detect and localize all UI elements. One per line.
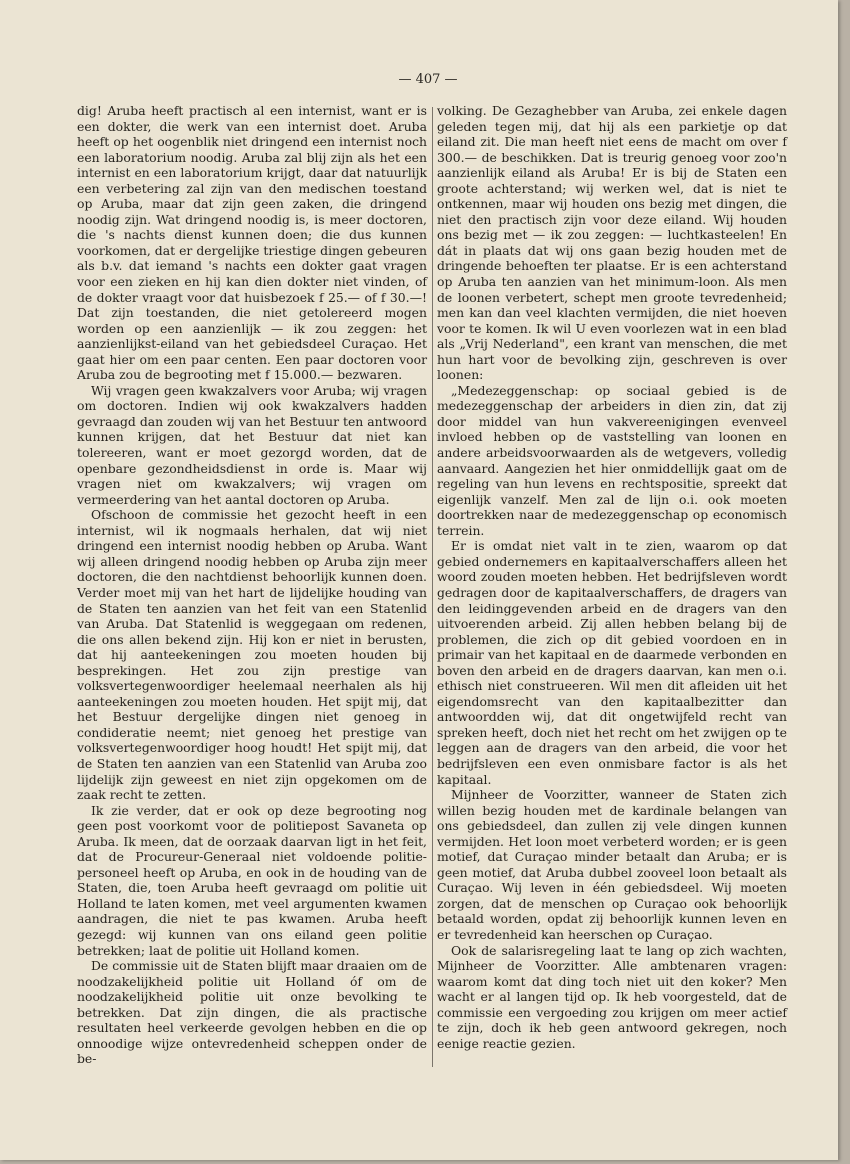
paragraph: dig! Aruba heeft practisch al een internist, want er is een dokter, die werk van een internist doet. Aruba heeft op het oogenblik niet dringend een internist noch een laboratorium noodig. Aruba zal blij zijn als het een internist en een laboratorium krijgt, daar dat natuurlijk een verbetering zal zijn van den medischen toestand op Aruba, maar dat zijn geen zaken, die dringend noodig zijn. Wat dringend noodig is, is meer doctoren, die 's nachts dienst kunnen doen; die dus kunnen voorkomen, dat er dergelijke triestige dingen gebeuren als b.v. dat iemand 's nachts een dokter gaat vragen voor een zieken en hij kan dien dokter niet vinden, of de dokter vraagt voor dat huisbezoek f 25.— of f 30.—! Dat zijn toestanden, die niet getolereerd mogen worden op een aanzienlijk — ik zou zeggen: het aanzienlijkst-eiland van het gebiedsdeel Curaçao. Het gaat hier om een paar centen. Een paar doctoren voor Aruba zou de begrooting met f 15.000.— bezwaren. bbox=[77, 103, 427, 383]
quote-paragraph: Er is omdat niet valt in te zien, waarom op dat gebied ondernemers en kapitaalverschaffers alleen het woord zouden moeten hebben. Het bedrijfsleven wordt gedragen door de kapitaalverschaffers, de dragers van den leidinggevenden arbeid en de dragers van den uitvoerenden arbeid. Zij allen hebben belang bij de problemen, die zich op dit gebied voordoen en in primair van het kapitaal en de daarmede verbonden en boven den arbeid en de dragers daarvan, kan men o.i. ethisch niet construeeren. Wil men dit afleiden uit het eigendomsrecht van den kapitaalbezitter dan antwoordden wij, dat dit ongetwijfeld recht van spreken heeft, doch niet het recht om het zwijgen op te leggen aan de dragers van den arbeid, die voor het bedrijfsleven een even onmisbare factor is als het kapitaal. bbox=[437, 538, 787, 787]
page-number: — 407 — bbox=[398, 72, 458, 87]
paragraph: Wij vragen geen kwakzalvers voor Aruba; wij vragen om doctoren. Indien wij ook kwakzalvers hadden gevraagd dan zouden wij van het Bestuur ten antwoord kunnen krijgen, dat het Bestuur dat niet kan tolereeren, want er moet gezorgd worden, dat de openbare gezondheidsdienst in orde is. Maar wij vragen niet om kwakzalvers; wij vragen om vermeerdering van het aantal doctoren op Aruba. bbox=[77, 382, 427, 507]
right-column bbox=[437, 103, 787, 1067]
paragraph: Mijnheer de Voorzitter, wanneer de Staten zich willen bezig houden met de kardinale belangen van ons gebiedsdeel, dan zullen zij vele dingen kunnen vermijden. Het loon moet verbeterd worden; er is geen motief, dat Curaçao minder betaalt dan Aruba; er is geen motief, dat Aruba dubbel zooveel loon betaalt als Curaçao. Wij leven in één gebiedsdeel. Wij moeten zorgen, dat de menschen op Curaçao ook behoorlijk betaald worden, opdat zij behoorlijk kunnen leven en er tevredenheid kan heerschen op Curaçao. bbox=[437, 787, 787, 942]
quote-paragraph: „Medezeggenschap: op sociaal gebied is de medezeggenschap der arbeiders in dien zin, dat zij door middel van hun vakvereenigingen evenveel invloed hebben op de vaststelling van loonen en andere arbeidsvoorwaarden als de wetgevers, volledig aanvaard. Aangezien het hier onmiddellijk gaat om de regeling van hun levens en rechtspositie, spreekt dat eigenlijk vanzelf. Men zal de lijn o.i. ook moeten doortrekken naar de medezeggenschap op economisch terrein. bbox=[437, 382, 787, 538]
text-columns bbox=[77, 103, 787, 1067]
paragraph: volking. De Gezaghebber van Aruba, zei enkele dagen geleden tegen mij, dat hij als een parkietje op dat eiland zit. Die man heeft niet eens de macht om over f 300.— de beschikken. Dat is treurig genoeg voor zoo'n aanzienlijk eiland als Aruba! Er is bij de Staten een groote achterstand; wij werken wel, dat is niet te ontkennen, maar wij houden ons bezig met dingen, die niet den practisch zijn voor deze eiland. Wij houden ons bezig met — ik zou zeggen: — luchtkasteelen! En dát in plaats dat wij ons gaan bezig houden met de dringende behoeften ter plaatse. Er is een achterstand op Aruba ten aanzien van het minimum-loon. Als men de loonen verbetert, schept men groote tevredenheid; men kan dan veel klachten vermijden, die niet hoeven voor te komen. Ik wil U even voorlezen wat in een blad als „Vrij Nederland", een krant van menschen, die met hun hart voor de bevolking zijn, geschreven is over loonen: bbox=[437, 103, 787, 383]
paragraph: Ook de salarisregeling laat te lang op zich wachten, Mijnheer de Voorzitter. Alle ambtenaren vragen: waarom komt dat ding toch niet uit den koker? Men wacht er al langen tijd op. Ik heb voorgesteld, dat de commissie een vergoeding zou krijgen om meer actief te zijn, doch ik heb geen antwoord gekregen, noch eenige reactie gezien. bbox=[437, 942, 787, 1051]
column-divider bbox=[432, 107, 433, 1067]
left-column bbox=[77, 103, 427, 1067]
paragraph: Ik zie verder, dat er ook op deze begrooting nog geen post voorkomt voor de politiepost Savaneta op Aruba. Ik meen, dat de oorzaak daarvan ligt in het feit, dat de Procureur-Generaal niet voldoende politie-personeel heeft op Aruba, en ook in de houding van de Staten, die, toen Aruba heeft gevraagd om politie uit Holland te laten komen, met veel argumenten kwamen aandragen, die niet te pas kwamen. Aruba heeft gezegd: wij kunnen van ons eiland geen politie betrekken; laat de politie uit Holland komen. bbox=[77, 802, 427, 958]
paragraph: De commissie uit de Staten blijft maar draaien om de noodzakelijkheid politie uit Holland óf om de noodzakelijkheid politie uit onze bevolking te betrekken. Dat zijn dingen, die als practische resultaten heel verkeerde gevolgen hebben en die op onnoodige wijze ontevredenheid scheppen onder de be- bbox=[77, 958, 428, 1067]
paragraph: Ofschoon de commissie het gezocht heeft in een internist, wil ik nogmaals herhalen, dat wij niet dringend een internist noodig hebben op Aruba. Want wij alleen dringend noodig hebben op Aruba zijn meer doctoren, die den nachtdienst behoorlijk kunnen doen. Verder moet mij van het hart de lijdelijke houding van de Staten ten aanzien van het feit van een Statenlid van Aruba. Dat Statenlid is weggegaan om redenen, die ons allen bekend zijn. Hij kon er niet in berusten, dat hij aanteekeningen zou moeten houden bij besprekingen. Het zou zijn prestige van volksvertegenwoordiger heelemaal neerhalen als hij aanteekeningen zou moeten houden. Het spijt mij, dat het Bestuur dergelijke dingen niet genoeg in condideratie neemt; niet genoeg het prestige van volksvertegenwoordiger hoog houdt! Het spijt mij, dat de Staten ten aanzien van een Statenlid van Aruba zoo lijdelijk zijn geweest en niet zijn opgekomen om de zaak recht te zetten. bbox=[77, 507, 427, 803]
